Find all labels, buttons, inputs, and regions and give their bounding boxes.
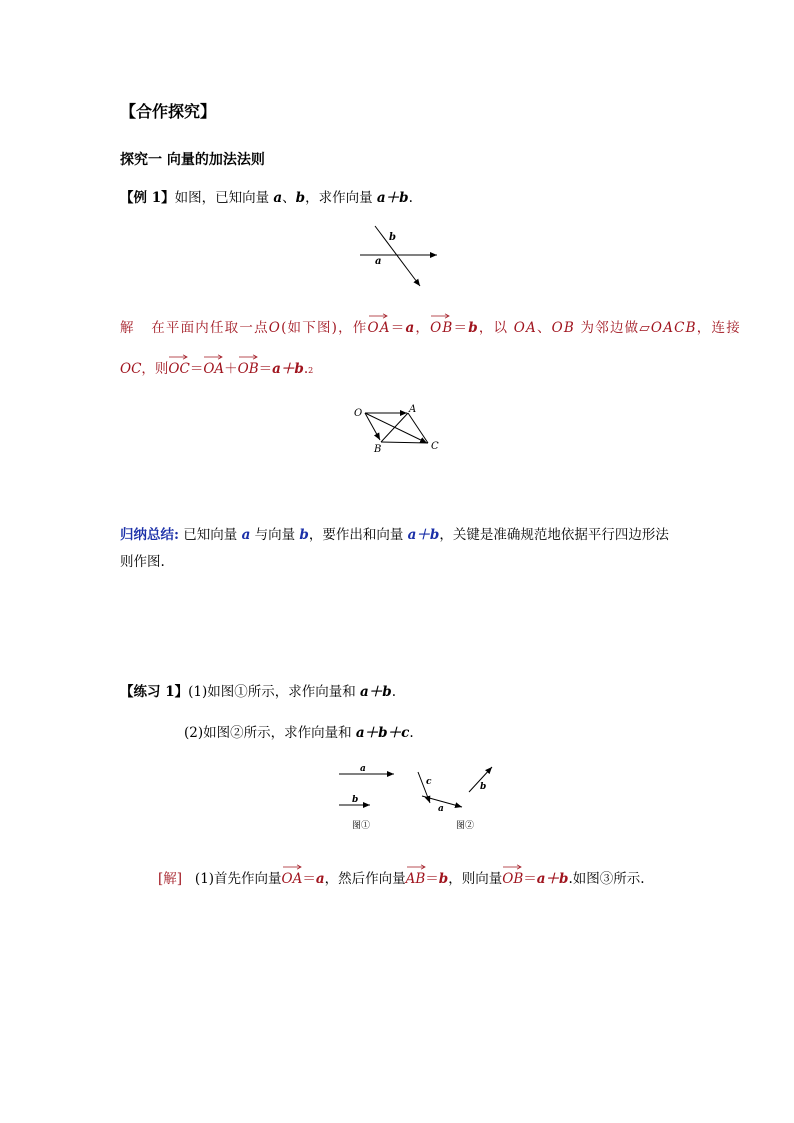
vector-OC: OC	[168, 361, 189, 377]
practice-1-line-1: 【练习 1】(1)如图①所示，求作向量和 a＋b.	[120, 684, 396, 700]
svg-text:a: a	[438, 804, 444, 814]
vector-OA: OA	[282, 871, 303, 887]
point-O: O	[354, 408, 363, 419]
practice-tag: 【练习 1】	[120, 684, 189, 700]
label-b: b	[389, 232, 396, 243]
point-A: A	[409, 404, 417, 415]
vector-AB: AB	[406, 871, 426, 887]
vector-OA: OA	[368, 320, 391, 336]
solution-2-tag: [解]	[158, 871, 183, 887]
vector-OA-2: OA	[203, 361, 224, 377]
example-1: 【例 1】如图，已知向量 a、b，求作向量 a＋b.	[120, 190, 413, 206]
caption-figure-2: 图②	[456, 821, 475, 831]
point-C: C	[431, 441, 439, 452]
example-1-tag: 【例 1】	[120, 190, 175, 206]
subsection-title: 探究一 向量的加法法则	[120, 152, 265, 168]
practice-1-line-2: (2)如图②所示，求作向量和 a＋b＋c.	[184, 725, 414, 741]
caption-figure-1: 图①	[352, 821, 371, 831]
figure-practice-2	[412, 760, 507, 835]
section-title: 【合作探究】	[120, 102, 217, 121]
vector-OB-2: OB	[238, 361, 259, 377]
label-a: a	[375, 256, 382, 267]
summary-line-1: 归纳总结: 已知向量 a 与向量 b，要作出和向量 a＋b，关键是准确规范地依据平行四边形法	[120, 527, 669, 543]
svg-text:c: c	[426, 777, 432, 787]
figure-practice-1	[336, 760, 406, 835]
vector-b-arrow	[375, 226, 420, 286]
svg-text:b: b	[352, 795, 359, 805]
solution-2: [解] (1)首先作向量 OA＝a，然后作向量 AB＝b，则向量 OB＝a＋b.如图③所示.	[158, 867, 645, 887]
summary-tag: 归纳总结:	[120, 527, 179, 543]
figure-vectors-a-b	[355, 220, 455, 290]
point-B: B	[374, 444, 382, 455]
svg-text:b: b	[480, 782, 487, 792]
svg-text:a: a	[360, 764, 366, 774]
vector-OB: OB	[430, 320, 453, 336]
figure-parallelogram	[348, 400, 448, 460]
vector-OB: OB	[502, 871, 523, 887]
solution-1-line-2: OC，则 OC＝ OA＋ OB＝a＋b.2	[120, 357, 313, 377]
solution-1-line-1: 解 在平面内任取一点O(如下图)，作 OA＝a， OB＝b，以 OA、OB 为邻边做▱OACB，连接	[120, 316, 741, 336]
solution-tag: 解	[120, 320, 135, 336]
summary-line-2: 则作图.	[120, 554, 165, 570]
